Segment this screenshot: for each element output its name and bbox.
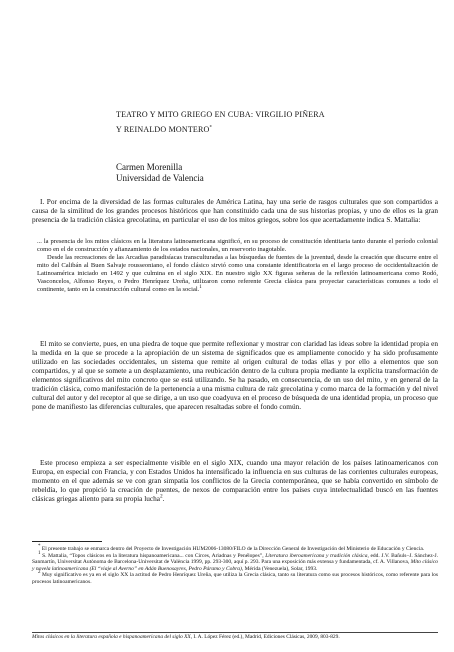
article-title-line-1: TEATRO Y MITO GRIEGO EN CUBA: VIRGILIO PIÑERA [116,110,325,119]
footnote-star-mark: * [38,544,41,550]
body-paragraph-3 [32,459,438,504]
footer-book-title: Mitos clásicos en la literatura española e hispanoamericana del siglo XX [32,634,191,640]
author-affiliation: Universidad de Valencia [116,173,204,183]
author-name: Carmen Morenilla [116,162,183,172]
footnotes [32,546,438,586]
body-paragraph-2 [32,340,438,412]
footnote-1-text-b: , edd. J.V. Bañuls–J. Sánchez-J. Sanmartín, Universitat Autònoma de Barcelona-Universitat de València 1999, pp. 293-300, aquí p. 293. Para una exposición más extensa y fundamentada, cf. A. Villanova, [32,552,439,566]
quote-note-mark: 1 [199,284,202,290]
footnote-2 [32,572,438,585]
body-paragraph-3-text-wrap: Este proceso empieza a ser especialmente visible en el siglo XIX, cuando una mayor relación de los países latinoamericanos con Europa, en especial con Francia, y con Estados Unidos ha intensificado la influencia en sus culturas de las corrientes culturales europeas, momento en el que además se ve con gran simpatía los conflictos de la Grecia contemporánea, que se había convertido en símbolo de rebeldía, lo que propició la creación de puentes, de nexos de comparación entre los países cuya intelectualidad buscó en las fuentes clásicas griegas aliento para su propia lucha$^2$. [32,458,438,503]
body-paragraph-2-text: El mito se convierte, pues, en una piedra de toque que permite reflexionar y mostrar con claridad las ideas sobre la identidad propia en la medida en la que se procede a la apropiación de un sistema de significados que es ampliamente conocido y ha sido profusamente utilizado en las sociedades occidentales, un sistema que remite al origen cultural de todas ellas y por ello a elementos que son compartidos, y al que se somete a un desplazamiento, una reubicación dentro de la cultura propia mediante la explícita transformación de elementos significativos del mito concreto que se está utilizando. Se ha pasado, en consecuencia, de un uso del mito, y en general de la tradición clásica, como manifestación de la pertenencia a una misma cultura de raíz grecolatina y como marca de la formación y del nivel cultural del autor y del receptor al que se dirige, a un uso que coadyuva en el proceso de búsqueda de una identidad propia, un proceso que pone de manifiesto las diferencias culturales, que aparecen resaltadas sobre el fondo común. [32,339,438,411]
author-block [116,162,204,184]
footnote-1-work-title: Literatura iberoamericana y tradición clásica [265,552,368,559]
body-paragraph-3-text: Este proceso empieza a ser especialmente visible en el siglo XIX, cuando una mayor relación de los países latinoamericanos con Europa, en especial con Francia, y con Estados Unidos ha intensificado la influencia en sus culturas de las corrientes culturales europeas, momento en el que además se ve con gran simpatía los conflictos de la Grecia contemporánea, que se había convertido en símbolo de rebeldía, lo que propició la creación de puentes, de nexos de comparación entre los países cuya intelectualidad buscó en las fuentes clásicas griegas aliento para su propia lucha [32,458,438,503]
quote-paragraph-1: ... la presencia de los mitos clásicos en la literatura latinoamericana significó, en su proceso de constitución identitaria tanto durante el período colonial como en el de construcción y afianzamiento de los estados nacionales, un reservorio inagotable. [37,238,438,253]
quote-paragraph-2-text: Desde las recreaciones de las Arcadias paradisíacas transculturadas a las búsquedas de fuentes de la juventud, desde la creación que discurre entre el mito del Calibán al Buen Salvaje rousseoniano, el fondo clásico sirvió como una constante identificatoria en el largo proceso de occidentalización de Latinoamérica iniciado en 1492 y que culmina en el siglo XIX. En nuestro siglo XX figuras señeras de la reflexión latinoamericana como Rodó, Vasconcelos, Alfonso Reyes, o Pedro Henríquez Ureña, utilizaron como referente Grecia clásica para proyectar características comunes a todo el continente, tanto en la construcción cultural como en la social. [37,253,438,293]
article-title-line-2-text: Y REINALDO MONTERO [116,125,210,134]
body-paragraph-1-text: I. Por encima de la diversidad de las formas culturales de América Latina, hay una serie de rasgos culturales que son compartidos a causa de la similitud de los grandes procesos históricos que han constituido cada una de sus historias propias, y uno de ellos es la gran presencia de la tradición clásica grecolatina, en particular el uso de los mitos griegos, sobre los que acertadamente indica S. Mattalia: [32,197,438,224]
footnote-1 [32,550,439,573]
footnote-divider [32,541,102,542]
footnote-1-text-a: S. Mattalia, “Topos clásicos en la literatura hispanoamericana... con Circes, Ariadnas y Penélopes”, [42,552,264,559]
footnote-star [32,546,438,553]
footer-details: , I. A. López Férez (ed.), Madrid, Ediciones Clásicas, 2009, 803-829. [190,634,340,640]
quote-paragraph-2 [37,254,438,294]
footnote-1-text-c: , Mérida (Venezuela), Solar, 1993. [241,565,318,572]
body-note-mark: 2 [160,494,163,500]
footnote-2-text: Muy significativo es ya en el siglo XX la actitud de Pedro Henríquez Ureña, que utiliza la Grecia clásica, tanto su literatura como sus procesos históricos, como referente para los procesos latinoamericanos. [32,572,439,585]
block-quote [37,238,438,294]
page-footer-citation [32,632,438,641]
title-note-mark: * [209,125,213,131]
body-paragraph-1 [32,198,438,225]
footnote-star-text: El presente trabajo se enmarca dentro del Proyecto de Investigación HUM2006-13080/FILO de la Dirección General de Investigación del Ministerio de Educación y Ciencia. [41,546,425,552]
footnote-2-mark: 2 [38,570,41,576]
footnote-1-book-title: Mito clásico y novela latinoamericana (El “viaje al Averno” en Adán Buenosayres, Pedro Páramo y Cobra) [32,559,439,572]
article-title-line-2 [116,125,212,134]
footnote-1-mark: 1 [38,550,41,556]
